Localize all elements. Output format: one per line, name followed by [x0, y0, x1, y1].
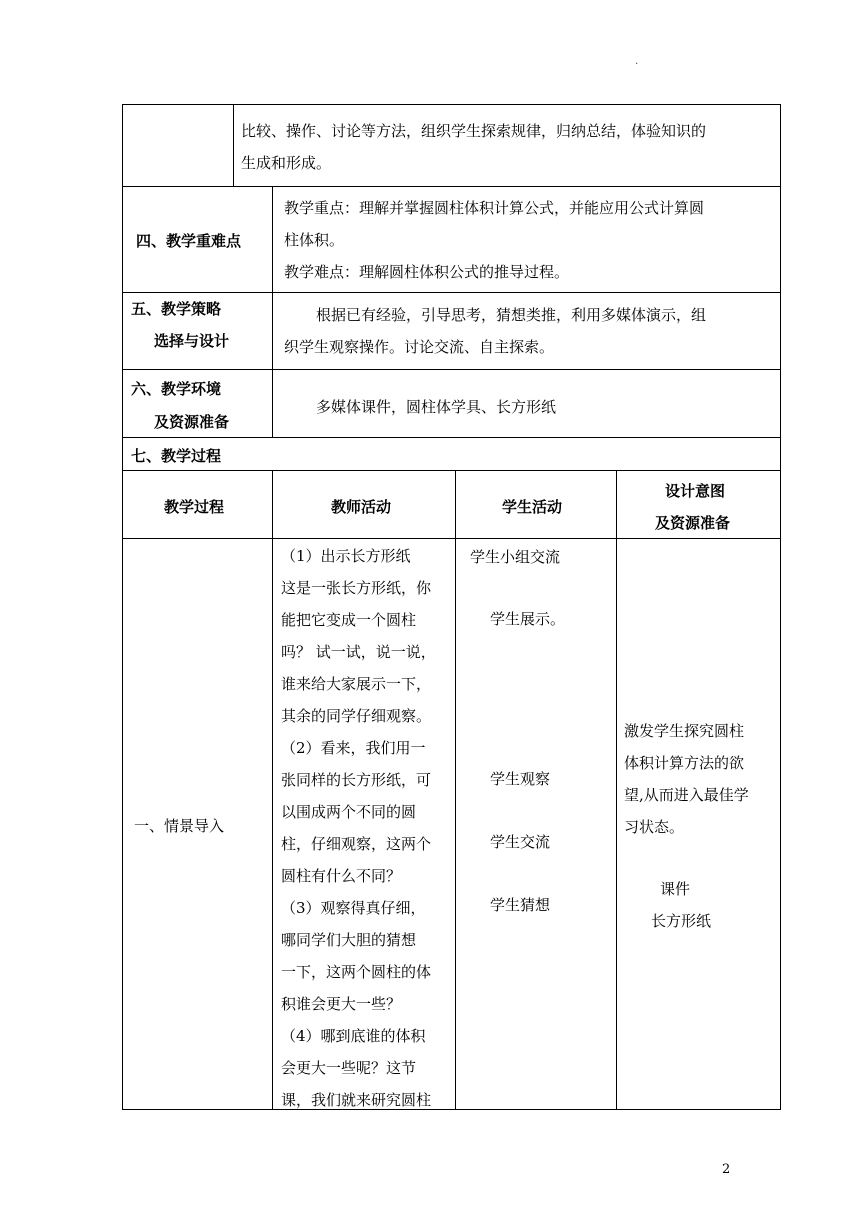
text-line: 会更大一些呢？这节 [281, 1059, 417, 1077]
column-divider [455, 470, 456, 1110]
key-points-label: 四、教学重难点 [136, 232, 242, 250]
text-line: 织学生观察操作。讨论交流、自主探索。 [284, 338, 555, 356]
environment-label-line: 六、教学环境 [131, 380, 222, 398]
header-stage: 教学过程 [164, 498, 225, 516]
text-line: 教学重点：理解并掌握圆柱体积计算公式，并能应用公式计算圆 [284, 199, 705, 217]
text-line: 柱，仔细观察，这两个 [281, 835, 432, 853]
student-activity-item: 学生交流 [490, 833, 551, 851]
row-divider [122, 369, 781, 370]
strategy-label-line: 选择与设计 [154, 332, 230, 350]
text-line: 能把它变成一个圆柱 [281, 611, 417, 629]
student-activity-item: 学生猜想 [490, 896, 551, 914]
text-line: 体积计算方法的欲 [624, 754, 745, 772]
column-divider [272, 470, 273, 1110]
text-line: 柱体积。 [284, 231, 345, 249]
text-line: （4）哪到底谁的体积 [281, 1027, 426, 1045]
student-activity-item: 学生观察 [490, 770, 551, 788]
page-number: 2 [722, 1162, 731, 1177]
teacher-activity [281, 540, 436, 1116]
strategy-label-line: 五、教学策略 [131, 300, 222, 318]
text-line: 激发学生探究圆柱 [624, 722, 745, 740]
text-line: 教学难点：理解圆柱体积公式的推导过程。 [284, 263, 570, 281]
column-divider [616, 470, 617, 1110]
text-line: 生成和形成。 [241, 154, 332, 172]
text-line: 吗？ 试一试，说一说， [281, 643, 436, 661]
text-line: （2）看来，我们用一 [281, 739, 426, 757]
text-line: 张同样的长方形纸，可 [281, 771, 432, 789]
resource-item: 课件 [660, 880, 691, 898]
header-dot: . [635, 56, 639, 67]
student-activity-item: 学生小组交流 [470, 548, 561, 566]
text-line: 比较、操作、讨论等方法，组织学生探索规律，归纳总结，体验知识的 [241, 122, 707, 140]
stage-name: 一、情景导入 [134, 817, 225, 835]
text-line: 谁来给大家展示一下， [281, 675, 432, 693]
key-points-text [284, 192, 704, 288]
text-line: 一下，这两个圆柱的体 [281, 963, 432, 981]
text-line: 习状态。 [624, 818, 685, 836]
header-design-line: 及资源准备 [655, 514, 731, 532]
text-line: （1）出示长方形纸 [281, 547, 411, 565]
header-student: 学生活动 [502, 498, 563, 516]
resource-item: 长方形纸 [651, 912, 712, 930]
row-divider [122, 186, 781, 187]
methods-text [241, 115, 706, 179]
column-divider [272, 186, 273, 437]
design-intent [624, 715, 749, 843]
environment-text: 多媒体课件，圆柱体学具、长方形纸 [316, 398, 557, 416]
header-teacher: 教师活动 [331, 498, 392, 516]
text-line: 其余的同学仔细观察。 [281, 707, 432, 725]
text-line: 望,从而进入最佳学 [624, 786, 749, 804]
text-line: 根据已有经验，引导思考，猜想类推，利用多媒体演示，组 [316, 306, 707, 324]
text-line: 圆柱有什么不同？ [281, 867, 402, 885]
column-divider [233, 104, 234, 186]
text-line: 课，我们就来研究圆柱 [281, 1091, 432, 1109]
text-line: 这是一张长方形纸，你 [281, 579, 432, 597]
text-line: 哪同学们大胆的猜想 [281, 931, 417, 949]
text-line: 以围成两个不同的圆 [281, 803, 417, 821]
student-activity-item: 学生展示。 [490, 610, 566, 628]
environment-label-line: 及资源准备 [154, 413, 230, 431]
strategy-text [284, 299, 706, 363]
text-line: 积谁会更大一些？ [281, 995, 402, 1013]
header-design-line: 设计意图 [665, 482, 726, 500]
text-line: （3）观察得真仔细， [281, 899, 426, 917]
process-section-title: 七、教学过程 [131, 447, 222, 465]
